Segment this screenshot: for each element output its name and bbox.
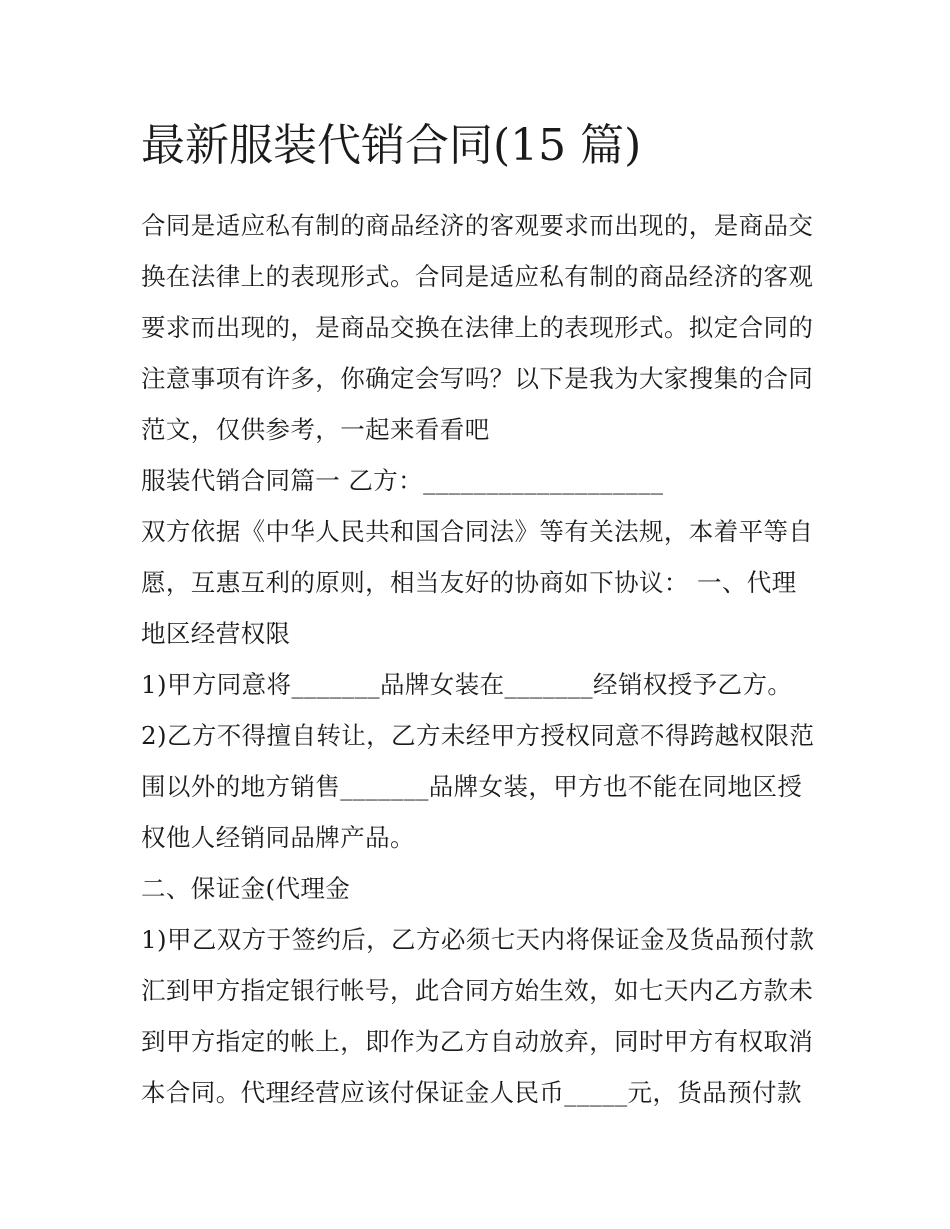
body-line: 要求而出现的，是商品交换在法律上的表现形式。拟定合同的: [141, 313, 814, 342]
clause-line: 1)甲方同意将_______品牌女装在_______经销权授予乙方。: [141, 670, 793, 699]
clause-line: 2)乙方不得擅自转让，乙方未经甲方授权同意不得跨越权限范: [141, 721, 815, 750]
body-line: 注意事项有许多，你确定会写吗？以下是我为大家搜集的合同: [141, 364, 814, 393]
body-line: 换在法律上的表现形式。合同是适应私有制的商品经济的客观: [141, 262, 814, 291]
clause-line: 本合同。代理经营应该付保证金人民币_____元，货品预付款: [141, 1078, 802, 1107]
clause-line: 汇到甲方指定银行帐号，此合同方始生效，如七天内乙方款未: [141, 976, 814, 1005]
clause-line: 1)甲乙双方于签约后，乙方必须七天内将保证金及货品预付款: [141, 925, 815, 954]
body-line: 双方依据《中华人民共和国合同法》等有关法规，本着平等自: [141, 517, 814, 546]
document-title: 最新服装代销合同(15 篇): [141, 120, 642, 171]
document-body: [141, 200, 821, 1118]
section-heading-line: 二、保证金(代理金: [141, 874, 351, 903]
clause-line: 到甲方指定的帐上，即作为乙方自动放弃，同时甲方有权取消: [141, 1027, 814, 1056]
clause-line: 权他人经销同品牌产品。: [141, 823, 415, 852]
body-line: 合同是适应私有制的商品经济的客观要求而出现的，是商品交: [141, 211, 814, 240]
section-heading-line: 服装代销合同篇一 乙方：___________________: [141, 466, 664, 495]
clause-line: 围以外的地方销售_______品牌女装，甲方也不能在同地区授: [141, 772, 803, 801]
body-line: 范文，仅供参考，一起来看看吧: [141, 415, 490, 444]
body-line: 愿，互惠互利的原则，相当友好的协商如下协议： 一、代理: [141, 568, 797, 597]
body-line: 地区经营权限: [141, 619, 291, 648]
